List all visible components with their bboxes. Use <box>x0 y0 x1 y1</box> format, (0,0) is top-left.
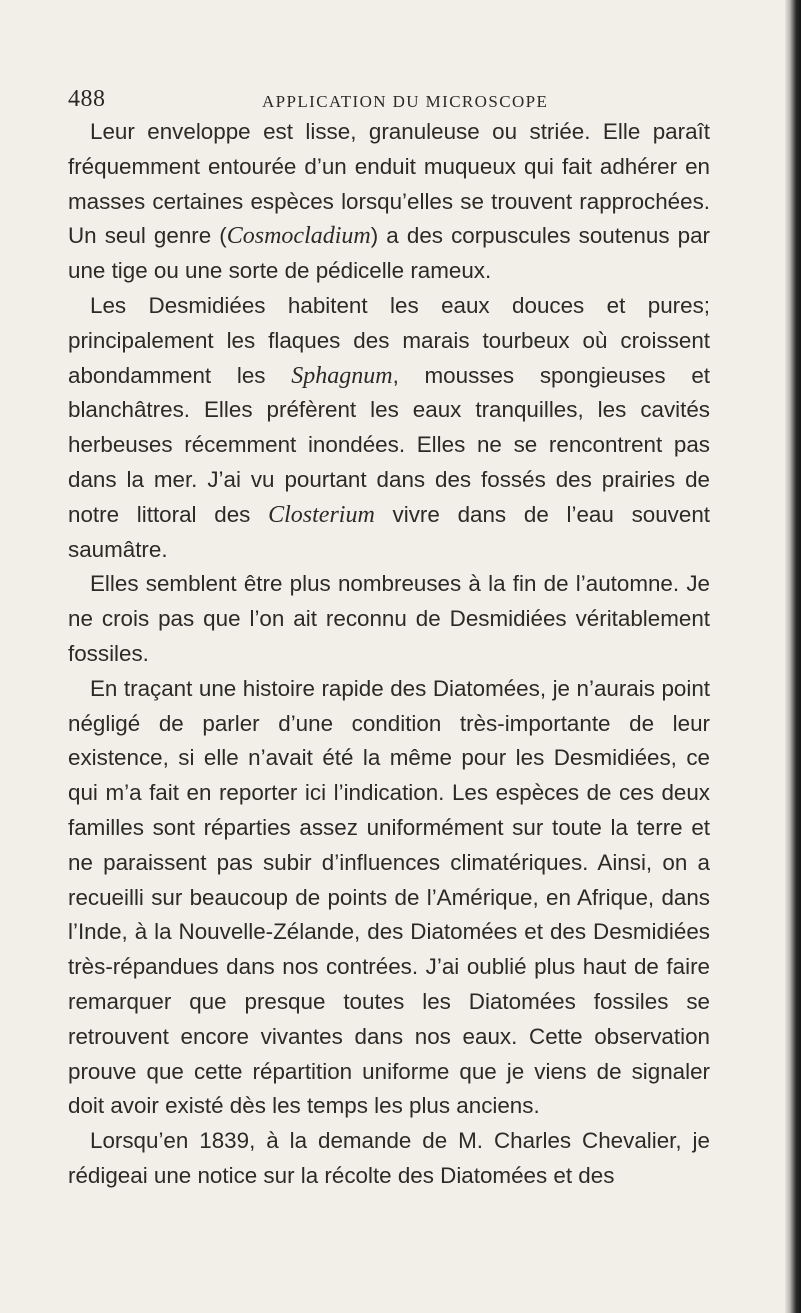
text-segment: Les Desmidiées habitent les eaux douces et pures; principalement les flaques des marais tourbeux où croissent abondamment les <box>68 292 710 388</box>
page-number: 488 <box>68 86 106 112</box>
text-segment: ) a des corpuscules soutenus par une tige ou une sorte de pédicelle rameux. <box>68 223 710 284</box>
text-segment: Lorsqu’en 1839, à la demande de M. Charles Chevalier, je rédigeai une notice sur la récolte des Diatomées et des <box>68 1128 710 1188</box>
genus-name: Cosmocladium <box>226 223 371 250</box>
running-head <box>68 86 708 116</box>
genus-name: Sphagnum <box>291 362 393 389</box>
text-segment: Elles semblent être plus nombreuses à la fin de l’automne. Je ne crois pas que l’on ait reconnu de Desmidiées véritablement fossiles. <box>68 571 710 666</box>
paragraph <box>68 1124 710 1194</box>
paragraph <box>68 115 710 289</box>
paragraph <box>68 289 710 567</box>
body-text <box>68 115 710 1194</box>
running-title: APPLICATION DU MICROSCOPE <box>262 92 549 111</box>
text-segment: En traçant une histoire rapide des Diatomées, je n’aurais point négligé de parler d’une condition très-importante de leur existence, si elle n’avait été la même pour les Desmidiées, ce qui m’a fait en reporter ici l’indication. Les espèces de ces deux familles sont réparties assez uniformément sur toute la terre et ne paraissent pas subir d’influences climatériques. Ainsi, on a recueilli sur beaucoup de points de l’Amérique, en Afrique, dans l’Inde, à la Nouvelle-Zélande, des Diatomées et des Desmidiées très-répandues dans nos contrées. J’ai oublié plus haut de faire remarquer que presque toutes les Diatomées fossiles se retrouvent encore vivantes dans nos eaux. Cette observation prouve que cette répartition uniforme que je viens de signaler doit avoir existé dès les temps les plus anciens. <box>68 675 710 1119</box>
scan-edge <box>785 0 801 1313</box>
text-segment: vivre dans de l’eau souvent saumâtre. <box>68 501 710 562</box>
genus-name: Closterium <box>268 501 375 528</box>
text-segment: Leur enveloppe est lisse, granuleuse ou striée. Elle paraît fréquemment entourée d’un enduit muqueux qui fait adhérer en masses certaines espèces lorsqu’elles se trouvent rapprochées. Un seul genre ( <box>68 119 710 249</box>
text-segment: , mousses spongieuses et blanchâtres. Elles préfèrent les eaux tranquilles, les cavités herbeuses récemment inondées. Elles ne se rencontrent pas dans la mer. J’ai vu pourtant dans des fossés des prairies de notre littoral des <box>68 362 710 527</box>
paragraph <box>68 672 710 1124</box>
paragraph <box>68 567 710 671</box>
